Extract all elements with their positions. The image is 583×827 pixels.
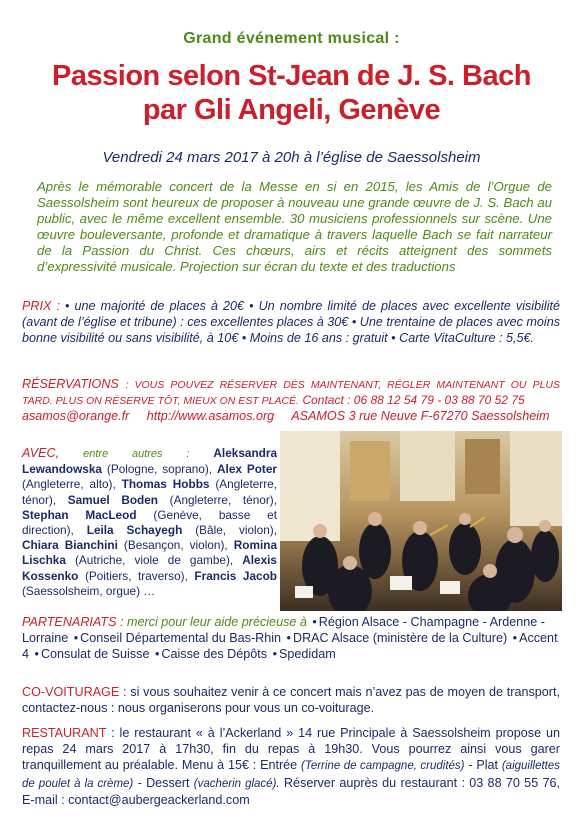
artist-detail: (Angleterre, ténor), — [22, 477, 277, 507]
bullet-icon: • — [73, 631, 79, 645]
reservations-section — [22, 377, 560, 424]
artist-detail: (Autriche, viole de gambe), — [74, 553, 234, 568]
bullet-icon: • — [351, 314, 357, 329]
intro-paragraph: Après le mémorable concert de la Messe en si en 2015, les Amis de l’Orgue de Saessolsheim sont heureux de proposer à nouveau une grande œuvre de J. S. Bach au public, avec le même excellent ensemble. 30 musiciens professionnels sur scène. Une œuvre bouleversante, profonde et dramatique à travers laquelle Bach se fait narrateur de la Passion du Christ. Ces chœurs, airs et récits atteignent des sommets d’expressivité musicale. Projection sur écran du texte et des traductions — [37, 179, 552, 274]
artist-name: Alexis Kossenko — [22, 553, 277, 583]
avec-intro: entre autres : — [83, 448, 190, 460]
restaurant-label: RESTAURANT — [22, 726, 107, 740]
restaurant-text: : le restaurant « à l’Ackerland » 14 rue Principale à Saessolsheim propose un repas 24 mars 2017 à 17h30, fin du repas à 19h30. Vous pourrez ainsi vous garer tranquillement au préalable. Menu à 15€ : Entrée — [22, 726, 561, 773]
artist-name: Stephan MacLeod — [22, 507, 137, 522]
artist-detail: (Saessolsheim, orgue) … — [22, 583, 156, 598]
partner-item: Conseil Départemental du Bas-Rhin — [80, 631, 282, 645]
prix-item: Une trentaine de places avec moins bonne visibilité ou sans visibilité, à 10€ — [22, 314, 561, 345]
bullet-icon: • — [34, 647, 39, 661]
avec-label: AVEC, — [22, 446, 60, 460]
prix-label: PRIX : — [22, 299, 60, 313]
partner-item: Consulat de Suisse — [40, 647, 150, 661]
reservations-email[interactable]: asamos@orange.fr — [22, 409, 130, 423]
covoiturage-text: si vous souhaitez venir à ce concert mais n’avez pas de moyen de transport, contactez-nous : nous organiserons pour vous un co-voiturage. — [22, 685, 561, 715]
artist-detail: (Pologne, soprano), — [106, 462, 213, 477]
event-date: Vendredi 24 mars 2017 à 20h à l’église de Saessolsheim — [102, 149, 481, 166]
artists-section — [22, 446, 277, 599]
artist-name: Thomas Hobbs — [121, 477, 210, 492]
partners-section — [22, 614, 562, 662]
bullet-icon: • — [286, 631, 291, 645]
partner-item: DRAC Alsace (ministère de la Culture) — [292, 631, 508, 645]
title-line-2: par Gli Angeli, Genève — [142, 94, 441, 126]
artist-name: Romina Lischka — [22, 538, 278, 568]
concert-photo — [280, 431, 562, 611]
bullet-icon: • — [272, 647, 277, 661]
bullet-icon: • — [241, 330, 247, 345]
prix-item: une majorité de places à 20€ — [74, 299, 245, 313]
covoiturage-section — [22, 685, 560, 717]
event-kicker: Grand événement musical : — [183, 30, 400, 47]
artist-detail: (Poitiers, traverso), — [84, 568, 188, 583]
title-line-1: Passion selon St-Jean de J. S. Bach — [52, 60, 531, 92]
dessert-label: - Dessert — [137, 775, 190, 790]
restaurant-contact: Réserver auprès du restaurant : 03 88 70 55 76, E-mail : contact@aubergeackerland.com — [22, 775, 561, 807]
artist-name: Aleksandra Lewandowska — [22, 446, 278, 477]
reservations-text: : VOUS POUVEZ RÉSERVER DÈS MAINTENANT, RÉGLER MAINTENANT OU PLUS TARD. PLUS ON RÉSERVE TÔT, MIEUX ON EST PLACÉ. — [22, 379, 561, 407]
artist-name: Leila Schayegh — [86, 523, 183, 538]
partner-item: Accent 4 — [22, 631, 558, 661]
artist-detail: (Bâle, violon), — [195, 523, 277, 538]
dessert-detail: (vacherin glacé). — [193, 777, 280, 790]
partenariats-label: PARTENARIATS : — [22, 615, 124, 629]
partner-item: Caisse des Dépôts — [161, 647, 268, 661]
artist-detail: (Genève, basse et direction), — [22, 507, 277, 538]
bullet-icon: • — [154, 647, 160, 661]
artist-detail: (Angleterre, ténor), — [169, 492, 277, 507]
restaurant-section — [22, 725, 560, 808]
prix-section — [22, 299, 560, 346]
plat-detail: (aiguillettes de poulet à la crème) — [22, 760, 561, 790]
artist-detail: (Angleterre, alto), — [22, 477, 116, 492]
bullet-icon: • — [249, 299, 254, 313]
plat-label: - Plat — [468, 758, 499, 773]
bullet-icon: • — [391, 330, 396, 345]
partner-item: Région Alsace - Champagne - Ardenne - Lorraine — [22, 615, 545, 645]
partner-item: Spedidam — [279, 647, 336, 661]
prix-item: Un nombre limité de places avec excellente visibilité (avant de l’église et tribune) : ces excellentes places à 30€ — [22, 299, 560, 329]
prix-item: Carte VitaCulture : 5,5€. — [399, 330, 534, 345]
bullet-icon: • — [512, 631, 518, 645]
prix-item: Moins de 16 ans : gratuit — [249, 330, 388, 345]
reservations-contact: Contact : 06 88 12 54 79 - 03 88 70 52 75 — [302, 393, 525, 407]
reservations-label: RÉSERVATIONS — [22, 377, 119, 391]
artist-name: Chiara Bianchini — [22, 538, 118, 553]
partenariats-intro: merci pour leur aide précieuse à — [126, 615, 307, 629]
artist-name: Samuel Boden — [67, 492, 159, 507]
reservations-url[interactable]: http://www.asamos.org — [146, 409, 275, 423]
artist-detail: (Besançon, violon), — [123, 538, 228, 553]
artist-name: Francis Jacob — [194, 568, 277, 583]
reservations-address: ASAMOS 3 rue Neuve F-67270 Saessolsheim — [291, 409, 550, 423]
bullet-icon: • — [312, 615, 317, 629]
artist-name: Alex Poter — [217, 462, 277, 477]
entree-detail: (Terrine de campagne, crudités) — [301, 760, 465, 773]
bullet-icon: • — [65, 299, 70, 313]
covoiturage-label: CO-VOITURAGE : — [22, 685, 127, 699]
